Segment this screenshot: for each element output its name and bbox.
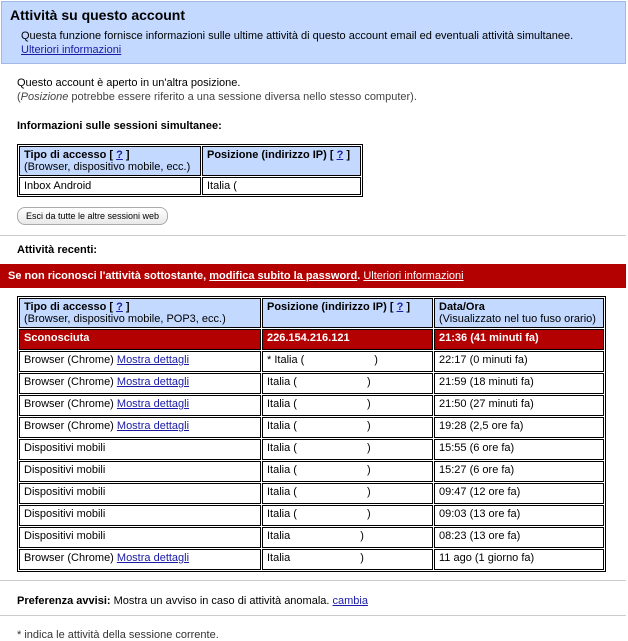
table-row bbox=[19, 527, 604, 548]
location-close: ) bbox=[360, 530, 364, 542]
table-row bbox=[19, 461, 604, 482]
preference-text: Mostra un avviso in caso di attività anomala. bbox=[110, 595, 333, 607]
access-type-header: Tipo di accesso [ ? ] (Browser, dispositivo mobile, POP3, ecc.) bbox=[19, 298, 261, 328]
location-close: ) bbox=[360, 552, 364, 564]
divider bbox=[0, 580, 626, 581]
alert-preferences bbox=[0, 595, 626, 607]
location-cell bbox=[262, 527, 433, 548]
divider bbox=[0, 615, 626, 616]
location-cell bbox=[262, 395, 433, 416]
datetime-cell: 09:47 (12 ore fa) bbox=[434, 483, 604, 504]
access-type-subtitle: (Browser, dispositivo mobile, ecc.) bbox=[24, 161, 191, 173]
table-row bbox=[19, 417, 604, 438]
location-title: Posizione (indirizzo IP) bbox=[267, 301, 387, 313]
location-close: ) bbox=[366, 508, 371, 520]
table-row bbox=[19, 373, 604, 394]
datetime-cell: 21:50 (27 minuti fa) bbox=[434, 395, 604, 416]
location-cell bbox=[262, 461, 433, 482]
location-header: Posizione (indirizzo IP) [ ? ] bbox=[262, 298, 433, 328]
alert-dot: . bbox=[357, 270, 361, 282]
location-text: Italia ( bbox=[267, 376, 297, 388]
location-cell bbox=[262, 417, 433, 438]
position-note bbox=[17, 91, 417, 103]
access-type-cell bbox=[19, 417, 261, 438]
alert-text: Se non riconosci l'attività sottostante, bbox=[8, 270, 210, 282]
datetime-cell: 21:36 (41 minuti fa) bbox=[434, 329, 604, 350]
location-close: ) bbox=[374, 354, 378, 366]
signout-other-sessions-button[interactable]: Esci da tutte le altre sessioni web bbox=[17, 207, 168, 225]
access-type-text: Browser (Chrome) bbox=[24, 552, 117, 564]
datetime-title: Data/Ora bbox=[439, 301, 485, 313]
datetime-subtitle: (Visualizzato nel tuo fuso orario) bbox=[439, 313, 596, 325]
access-type-text: Browser (Chrome) bbox=[24, 420, 117, 432]
note-open-paren: ( bbox=[17, 91, 21, 103]
location-cell bbox=[262, 439, 433, 460]
show-details-link[interactable]: Mostra dettagli bbox=[116, 354, 190, 366]
location-cell bbox=[262, 329, 433, 350]
location-text: Italia bbox=[267, 552, 291, 564]
access-type-text: Browser (Chrome) bbox=[24, 376, 117, 388]
current-session-footnote: * indica le attività della sessione corrente. bbox=[17, 629, 219, 641]
access-type-title: Tipo di accesso bbox=[24, 149, 107, 161]
divider bbox=[0, 235, 626, 236]
open-elsewhere-text: Questo account è aperto in un'altra posizione. bbox=[17, 77, 241, 89]
alert-more-info-link[interactable]: Ulteriori informazioni bbox=[363, 270, 464, 282]
page-header bbox=[1, 1, 626, 64]
page-description bbox=[10, 29, 617, 57]
datetime-cell: 19:28 (2,5 ore fa) bbox=[434, 417, 604, 438]
access-type-cell bbox=[19, 549, 261, 570]
location-text: * Italia ( bbox=[267, 354, 305, 366]
table-header-row bbox=[19, 146, 361, 176]
location-title: Posizione (indirizzo IP) bbox=[207, 149, 327, 161]
access-type-cell bbox=[19, 527, 261, 548]
access-type-cell bbox=[19, 461, 261, 482]
access-type-cell bbox=[19, 483, 261, 504]
access-type-text: Dispositivi mobili bbox=[24, 464, 106, 476]
page-title: Attività su questo account bbox=[10, 7, 186, 23]
show-details-link[interactable]: Mostra dettagli bbox=[116, 420, 190, 432]
table-row bbox=[19, 395, 604, 416]
table-row bbox=[19, 329, 604, 350]
location-cell bbox=[262, 505, 433, 526]
location-header: Posizione (indirizzo IP) [ ? ] bbox=[202, 146, 361, 176]
location-close: ) bbox=[366, 464, 371, 476]
datetime-cell: 09:03 (13 ore fa) bbox=[434, 505, 604, 526]
table-row bbox=[19, 351, 604, 372]
datetime-cell: 15:27 (6 ore fa) bbox=[434, 461, 604, 482]
location-close: ) bbox=[366, 442, 371, 454]
access-type-header: Tipo di accesso [ ? ] (Browser, dispositivo mobile, ecc.) bbox=[19, 146, 201, 176]
datetime-cell: 21:59 (18 minuti fa) bbox=[434, 373, 604, 394]
concurrent-sessions-title: Informazioni sulle sessioni simultanee: bbox=[17, 120, 222, 132]
concurrent-sessions-table bbox=[17, 144, 363, 197]
show-details-link[interactable]: Mostra dettagli bbox=[116, 398, 190, 410]
recent-activity-title: Attività recenti: bbox=[17, 244, 98, 256]
table-row bbox=[19, 483, 604, 504]
access-type-text: Browser (Chrome) bbox=[24, 398, 117, 410]
help-link-location[interactable]: ? bbox=[336, 149, 344, 161]
location-close: ) bbox=[366, 420, 371, 432]
help-link-access-type[interactable]: ? bbox=[116, 149, 123, 161]
open-elsewhere-note bbox=[17, 76, 626, 104]
access-type-cell bbox=[19, 395, 261, 416]
location-text: Italia ( bbox=[267, 398, 297, 410]
datetime-header bbox=[434, 298, 604, 328]
help-link-access-type[interactable]: ? bbox=[116, 301, 123, 313]
location-text: Italia bbox=[267, 530, 291, 542]
show-details-link[interactable]: Mostra dettagli bbox=[116, 552, 190, 564]
location-text: Italia ( bbox=[267, 420, 297, 432]
access-type-title: Tipo di accesso bbox=[24, 301, 107, 313]
access-type-text: Browser (Chrome) bbox=[24, 354, 117, 366]
access-type-cell bbox=[19, 351, 261, 372]
change-password-link[interactable]: modifica subito la password bbox=[209, 270, 358, 282]
access-type-cell bbox=[19, 439, 261, 460]
description-text: Questa funzione fornisce informazioni sulle ultime attività di questo account email ed eventuali attività simultanee. bbox=[21, 30, 574, 42]
access-type-text: Dispositivi mobili bbox=[24, 530, 106, 542]
show-details-link[interactable]: Mostra dettagli bbox=[116, 376, 190, 388]
location-close: ) bbox=[366, 486, 371, 498]
access-type-subtitle: (Browser, dispositivo mobile, POP3, ecc.) bbox=[24, 313, 226, 325]
note-rest: potrebbe essere riferito a una sessione diversa nello stesso computer). bbox=[68, 91, 417, 103]
security-alert-banner bbox=[0, 264, 626, 288]
location-text: Italia ( bbox=[267, 508, 297, 520]
change-preference-link[interactable]: cambia bbox=[332, 595, 368, 607]
access-type-text: Dispositivi mobili bbox=[24, 442, 106, 454]
preference-label: Preferenza avvisi: bbox=[17, 595, 111, 607]
help-link-location[interactable]: ? bbox=[396, 301, 404, 313]
access-type-cell bbox=[19, 329, 261, 350]
table-header-row bbox=[19, 298, 604, 328]
location-text: Italia ( bbox=[267, 486, 297, 498]
session-type: Inbox Android bbox=[19, 177, 201, 195]
table-row bbox=[19, 549, 604, 570]
location-cell bbox=[262, 351, 433, 372]
access-type-text: Dispositivi mobili bbox=[24, 508, 106, 520]
location-cell bbox=[262, 373, 433, 394]
access-type-cell bbox=[19, 373, 261, 394]
location-text: 226.154.216.121 bbox=[267, 332, 350, 344]
alert-preference-row bbox=[17, 595, 626, 607]
recent-activity-table bbox=[17, 296, 606, 572]
table-row bbox=[19, 439, 604, 460]
session-location: Italia ( bbox=[202, 177, 361, 195]
location-close: ) bbox=[366, 398, 371, 410]
location-close: ) bbox=[366, 376, 371, 388]
location-text: Italia ( bbox=[267, 464, 297, 476]
location-text: Italia ( bbox=[267, 442, 297, 454]
datetime-cell: 08:23 (13 ore fa) bbox=[434, 527, 604, 548]
location-cell bbox=[262, 483, 433, 504]
location-cell bbox=[262, 549, 433, 570]
footnote-section bbox=[0, 629, 626, 641]
datetime-cell: 15:55 (6 ore fa) bbox=[434, 439, 604, 460]
access-type-cell bbox=[19, 505, 261, 526]
datetime-cell: 11 ago (1 giorno fa) bbox=[434, 549, 604, 570]
access-type-text: Dispositivi mobili bbox=[24, 486, 106, 498]
recent-activity-section bbox=[0, 244, 626, 256]
concurrent-sessions-section bbox=[0, 76, 626, 225]
table-row bbox=[19, 505, 604, 526]
table-row bbox=[19, 177, 361, 195]
more-info-link[interactable]: Ulteriori informazioni bbox=[21, 44, 122, 56]
account-activity-page bbox=[0, 1, 626, 641]
note-italic: Posizione bbox=[20, 91, 69, 103]
access-type-text: Sconosciuta bbox=[24, 332, 90, 344]
datetime-cell: 22:17 (0 minuti fa) bbox=[434, 351, 604, 372]
